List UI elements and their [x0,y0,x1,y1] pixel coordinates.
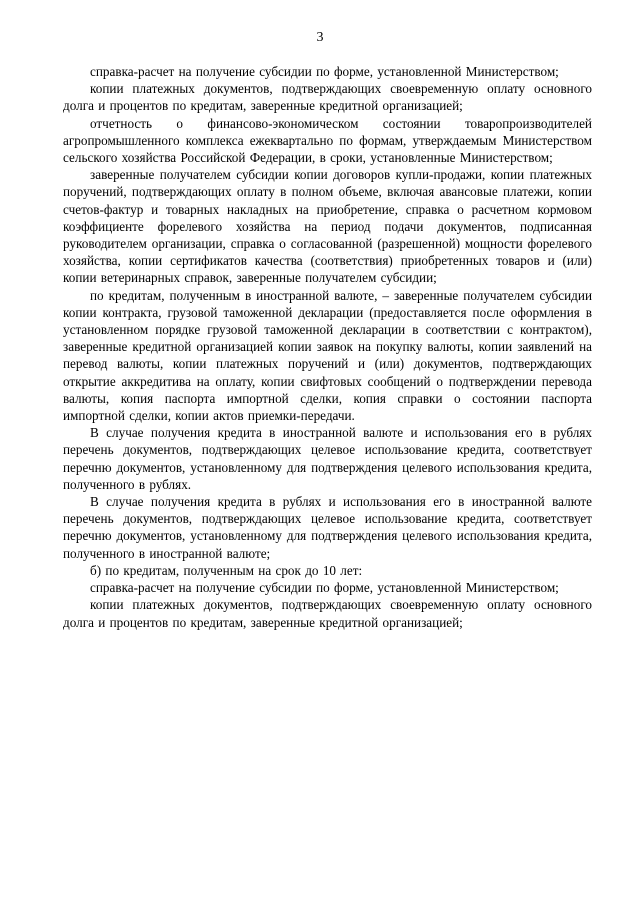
paragraph: В случае получения кредита в иностранной валюте и использования его в рублях перечень документов, подтверждающих целевое использование кредита, соответствует перечню документов, установленному для подтверждения целевого использования кредита, полученного в рублях. [63,425,592,492]
paragraph: справка-расчет на получение субсидии по форме, установленной Министерством; [90,64,559,79]
document-body [63,63,592,631]
paragraph: копии платежных документов, подтверждающих своевременную оплату основного долга и процентов по кредитам, заверенные кредитной организацией; [63,597,592,630]
paragraph: б) по кредитам, полученным на срок до 10 лет: [90,562,363,578]
page-number: 3 [316,30,324,45]
paragraph: справка-расчет на получение субсидии по форме, установленной Министерством; [90,580,559,596]
paragraph: по кредитам, полученным в иностранной валюте, – заверенные получателем субсидии копии контракта, грузовой таможенной декларации (предоставляется после оформления в установленном порядке грузовой таможенной декларации в соответствии с контрактом), заверенные кредитной организацией копии заявок на покупку валюты, копии заявлений на перевод валюты, копии платежных поручений и (или) документов, подтверждающих открытие аккредитива на оплату, копии свифтовых сообщений о подтверждении перевода валюты, копия паспорта импортной сделки, копия справки о состоянии паспорта импортной сделки, копии актов приемки-передачи. [63,287,592,424]
paragraph: копии платежных документов, подтверждающих своевременную оплату основного долга и процентов по кредитам, заверенные кредитной организацией; [63,81,592,114]
paragraph: заверенные получателем субсидии копии договоров купли-продажи, копии платежных поручений, подтверждающих оплату в полном объеме, включая авансовые платежи, копии счетов-фактур и товарных накладных на приобретение, справка о расчетном кормовом коэффициенте форелевого хозяйства на период подачи документов, подписанная руководителем организации, справка о согласованной (разрешенной) мощности форелевого хозяйства, копии сертификатов качества (соответствия) приобретенных товаров и (или) копии ветеринарных справок, заверенные получателем субсидии; [63,167,592,286]
paragraph: отчетность о финансово-экономическом состоянии товаропроизводителей агропромышленного комплекса ежеквартально по формам, утверждаемым Министерством сельского хозяйства Российской Федерации, в сроки, установленные Министерством; [63,115,592,166]
paragraph: В случае получения кредита в рублях и использования его в иностранной валюте перечень документов, подтверждающих целевое использование кредита, соответствует перечню документов, установленному для подтверждения целевого использования кредита, полученного в иностранной валюте; [63,494,592,561]
